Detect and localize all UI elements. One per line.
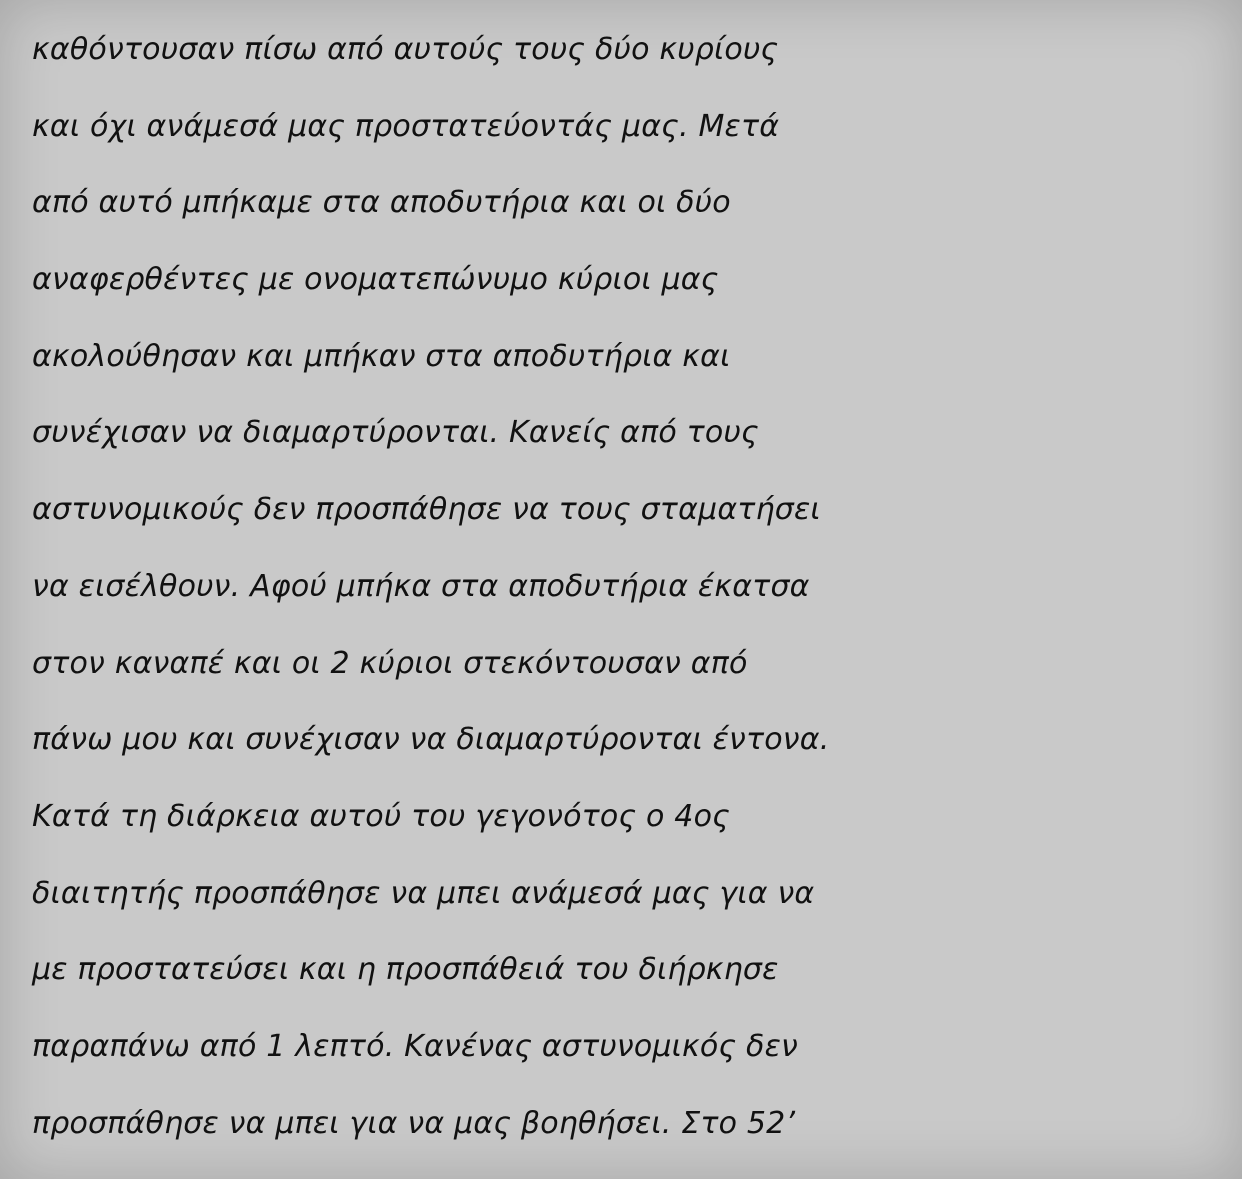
text-line: Κατά τη διάρκεια αυτού του γεγονότος ο 4ος [32,798,730,834]
text-line: στον καναπέ και οι 2 κύριοι στεκόντουσαν από [32,645,748,681]
text-line: διαιτητής προσπάθησε να μπει ανάμεσά μας για να [32,875,815,911]
text-line: ακολούθησαν και μπήκαν στα αποδυτήρια και [32,338,731,374]
statement-text [32,12,1242,1162]
text-line: να εισέλθουν. Αφού μπήκα στα αποδυτήρια έκατσα [32,568,810,604]
text-line: πάνω μου και συνέχισαν να διαμαρτύρονται έντονα. [32,722,830,758]
text-line: παραπάνω από 1 λεπτό. Κανένας αστυνομικός δεν [32,1028,798,1064]
text-line: προσπάθησε να μπει για να μας βοηθήσει. Στο 52’ [32,1105,796,1141]
text-line: με προστατεύσει και η προσπάθειά του διήρκησε [32,952,779,988]
text-line: και όχι ανάμεσά μας προστατεύοντάς μας. Μετά [32,108,780,144]
text-line: συνέχισαν να διαμαρτύρονται. Κανείς από τους [32,415,759,451]
text-line: από αυτό μπήκαμε στα αποδυτήρια και οι δύο [32,185,731,221]
text-line: αστυνομικούς δεν προσπάθησε να τους σταματήσει [32,492,821,528]
text-line: καθόντουσαν πίσω από αυτούς τους δύο κυρίους [32,32,779,67]
text-line: αναφερθέντες με ονοματεπώνυμο κύριοι μας [32,262,719,298]
